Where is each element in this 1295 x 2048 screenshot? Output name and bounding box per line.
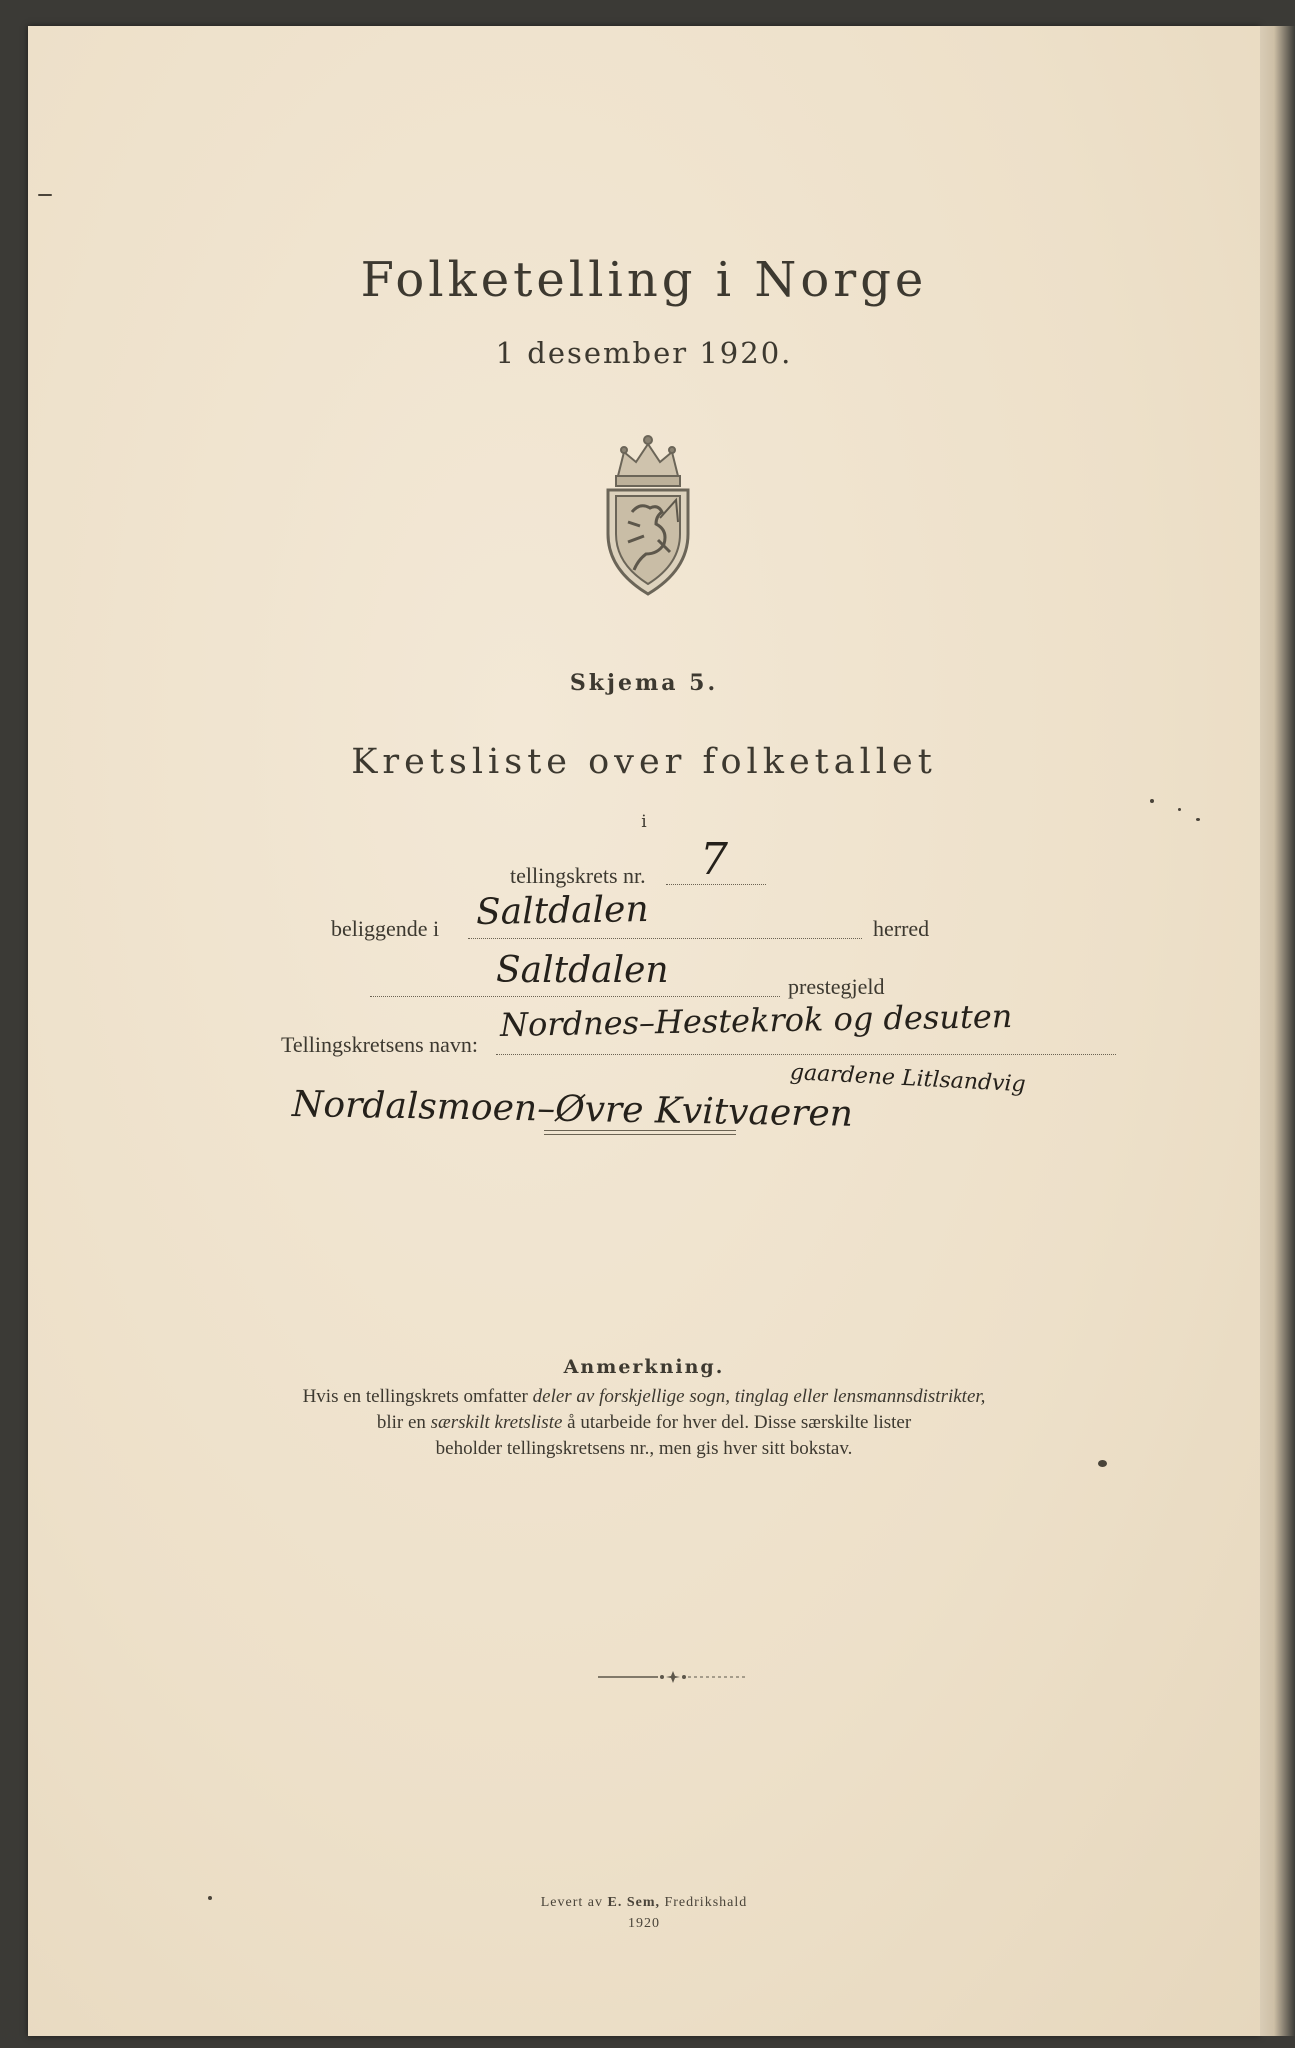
prestegjeld-value: Saltdalen (496, 950, 669, 991)
norwegian-coat-of-arms-icon (584, 430, 712, 598)
note-heading: Anmerkning. (563, 1356, 725, 1378)
paper-speck (1150, 799, 1154, 803)
page-title: Folketelling i Norge (360, 252, 928, 308)
navn-value-line-1: Nordnes–Hestekrok og desuten (499, 997, 1013, 1044)
tellingskrets-label: tellingskrets nr. (510, 863, 646, 888)
printer-imprint: Levert av E. Sem, Fredrikshald (540, 1895, 748, 1910)
divider-ornament-icon (598, 1670, 748, 1684)
paper-speck (38, 194, 52, 196)
beliggende-fill-line (468, 938, 862, 939)
census-form-page (28, 26, 1260, 2036)
beliggende-label: beliggende i (331, 916, 440, 941)
paper-speck (1196, 818, 1200, 821)
paper-speck (1098, 1460, 1107, 1467)
navn-fill-line-1 (496, 1054, 1116, 1055)
note-line-3: beholder tellingskretsens nr., men gis hver sitt bokstav. (435, 1438, 853, 1459)
form-subtitle: Kretsliste over folketallet (351, 742, 937, 782)
prestegjeld-fill-line (370, 996, 780, 997)
prestegjeld-label: prestegjeld (788, 974, 885, 999)
herred-label: herred (873, 916, 930, 941)
navn-underline-a (544, 1130, 736, 1131)
imprint-year: 1920 (628, 1916, 660, 1931)
navn-value-line-1-continued: gaardene Litlsandvig (789, 1060, 1027, 1098)
navn-underline-b (544, 1134, 736, 1135)
connector-text: i (641, 812, 647, 832)
page-edge (1260, 26, 1295, 2036)
census-date: 1 desember 1920. (495, 336, 793, 370)
beliggende-value: Saltdalen (475, 888, 649, 933)
tellingskrets-value: 7 (700, 834, 728, 885)
navn-value-line-2: Nordalsmoen–Øvre Kvitvaeren (291, 1084, 854, 1135)
navn-label: Tellingskretsens navn: (281, 1032, 479, 1057)
note-line-1: Hvis en tellingskrets omfatter deler av forskjellige sogn, tinglag eller lensmannsdistrikter, (302, 1386, 986, 1407)
paper-speck (1178, 808, 1181, 811)
note-line-2: blir en særskilt kretsliste å utarbeide for hver del. Disse særskilte lister (376, 1412, 912, 1433)
schema-number: Skjema 5. (569, 670, 719, 696)
paper-speck (208, 1896, 212, 1900)
